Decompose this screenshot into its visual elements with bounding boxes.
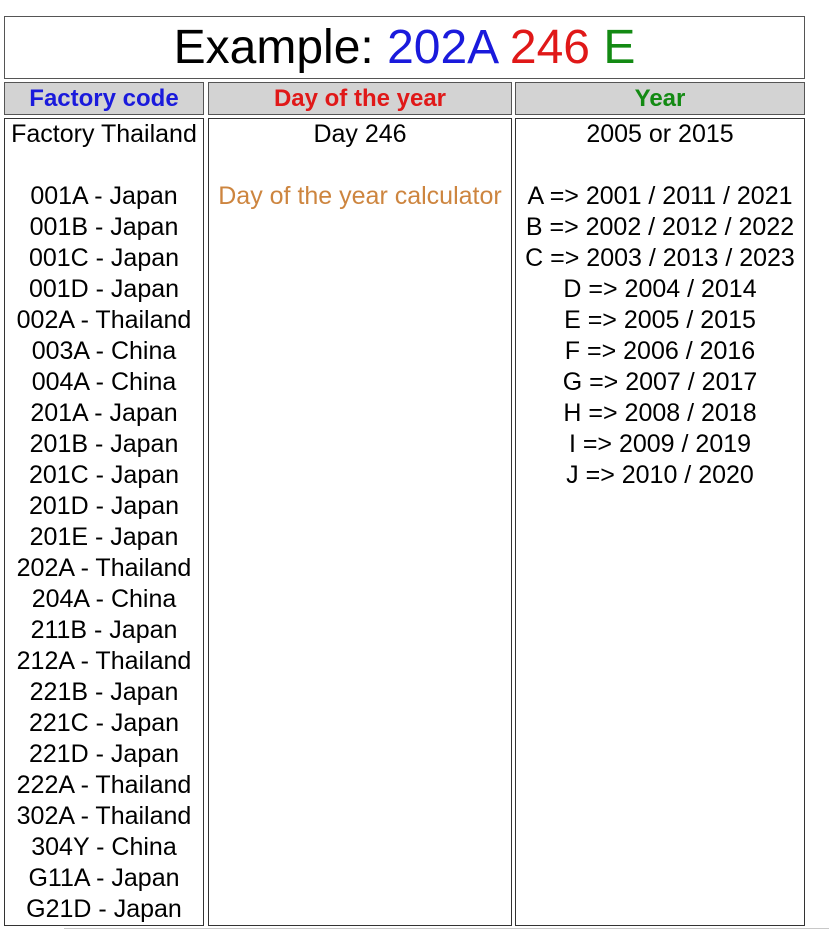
header-day-of-year: Day of the year (208, 82, 512, 115)
factory-code-item: 204A - China (31, 585, 177, 613)
day-column (208, 118, 512, 926)
year-code-item: A => 2001 / 2011 / 2021 (527, 182, 793, 210)
factory-code-item: 201A - Japan (30, 399, 178, 427)
factory-code-item: 222A - Thailand (16, 771, 192, 799)
title-year-code: E (603, 21, 636, 74)
factory-code-item: 221B - Japan (29, 678, 179, 706)
year-code-item: I => 2009 / 2019 (568, 430, 752, 458)
spacer (516, 150, 804, 181)
year-code-item: E => 2005 / 2015 (564, 306, 756, 334)
year-code-item: B => 2002 / 2012 / 2022 (525, 213, 795, 241)
spacer (209, 150, 511, 181)
day-of-year-calculator-link[interactable]: Day of the year calculator (218, 182, 502, 210)
year-list (516, 181, 804, 491)
factory-code-item: 003A - China (31, 337, 177, 365)
factory-code-item: 212A - Thailand (16, 647, 192, 675)
title-day-code: 246 (509, 21, 590, 74)
factory-code-item: 201B - Japan (29, 430, 179, 458)
spacer (5, 150, 203, 181)
year-heading: 2005 or 2015 (586, 120, 734, 148)
factory-code-item: G11A - Japan (28, 864, 180, 892)
factory-code-item: 001C - Japan (28, 244, 180, 272)
factory-code-item: 304Y - China (31, 833, 177, 861)
factory-code-item: 004A - China (31, 368, 177, 396)
factory-code-item: 002A - Thailand (16, 306, 192, 334)
factory-code-item: 001B - Japan (29, 213, 179, 241)
year-code-item: F => 2006 / 2016 (564, 337, 756, 365)
factory-code-item: G21D - Japan (26, 895, 182, 923)
factory-code-item: 211B - Japan (30, 616, 178, 644)
factory-column (4, 118, 204, 926)
factory-code-item: 201E - Japan (29, 523, 179, 551)
factory-list (5, 181, 203, 925)
year-code-item: D => 2004 / 2014 (563, 275, 757, 303)
factory-code-item: 201D - Japan (28, 492, 180, 520)
year-code-item: G => 2007 / 2017 (562, 368, 758, 396)
header-factory-code: Factory code (4, 82, 204, 115)
header-year: Year (515, 82, 805, 115)
factory-code-item: 001D - Japan (28, 275, 180, 303)
title-factory-code: 202A (387, 21, 497, 74)
divider (64, 928, 829, 929)
day-heading: Day 246 (313, 120, 407, 148)
factory-code-item: 202A - Thailand (16, 554, 192, 582)
year-code-item: C => 2003 / 2013 / 2023 (525, 244, 795, 272)
factory-code-item: 302A - Thailand (16, 802, 192, 830)
factory-code-item: 201C - Japan (28, 461, 180, 489)
factory-heading: Factory Thailand (11, 120, 197, 148)
example-title (4, 16, 805, 79)
year-column (515, 118, 805, 926)
year-code-item: J => 2010 / 2020 (566, 461, 754, 489)
title-prefix: Example: (173, 21, 388, 74)
year-code-item: H => 2008 / 2018 (563, 399, 757, 427)
factory-code-item: 221D - Japan (28, 740, 180, 768)
factory-code-item: 001A - Japan (30, 182, 178, 210)
factory-code-item: 221C - Japan (28, 709, 180, 737)
